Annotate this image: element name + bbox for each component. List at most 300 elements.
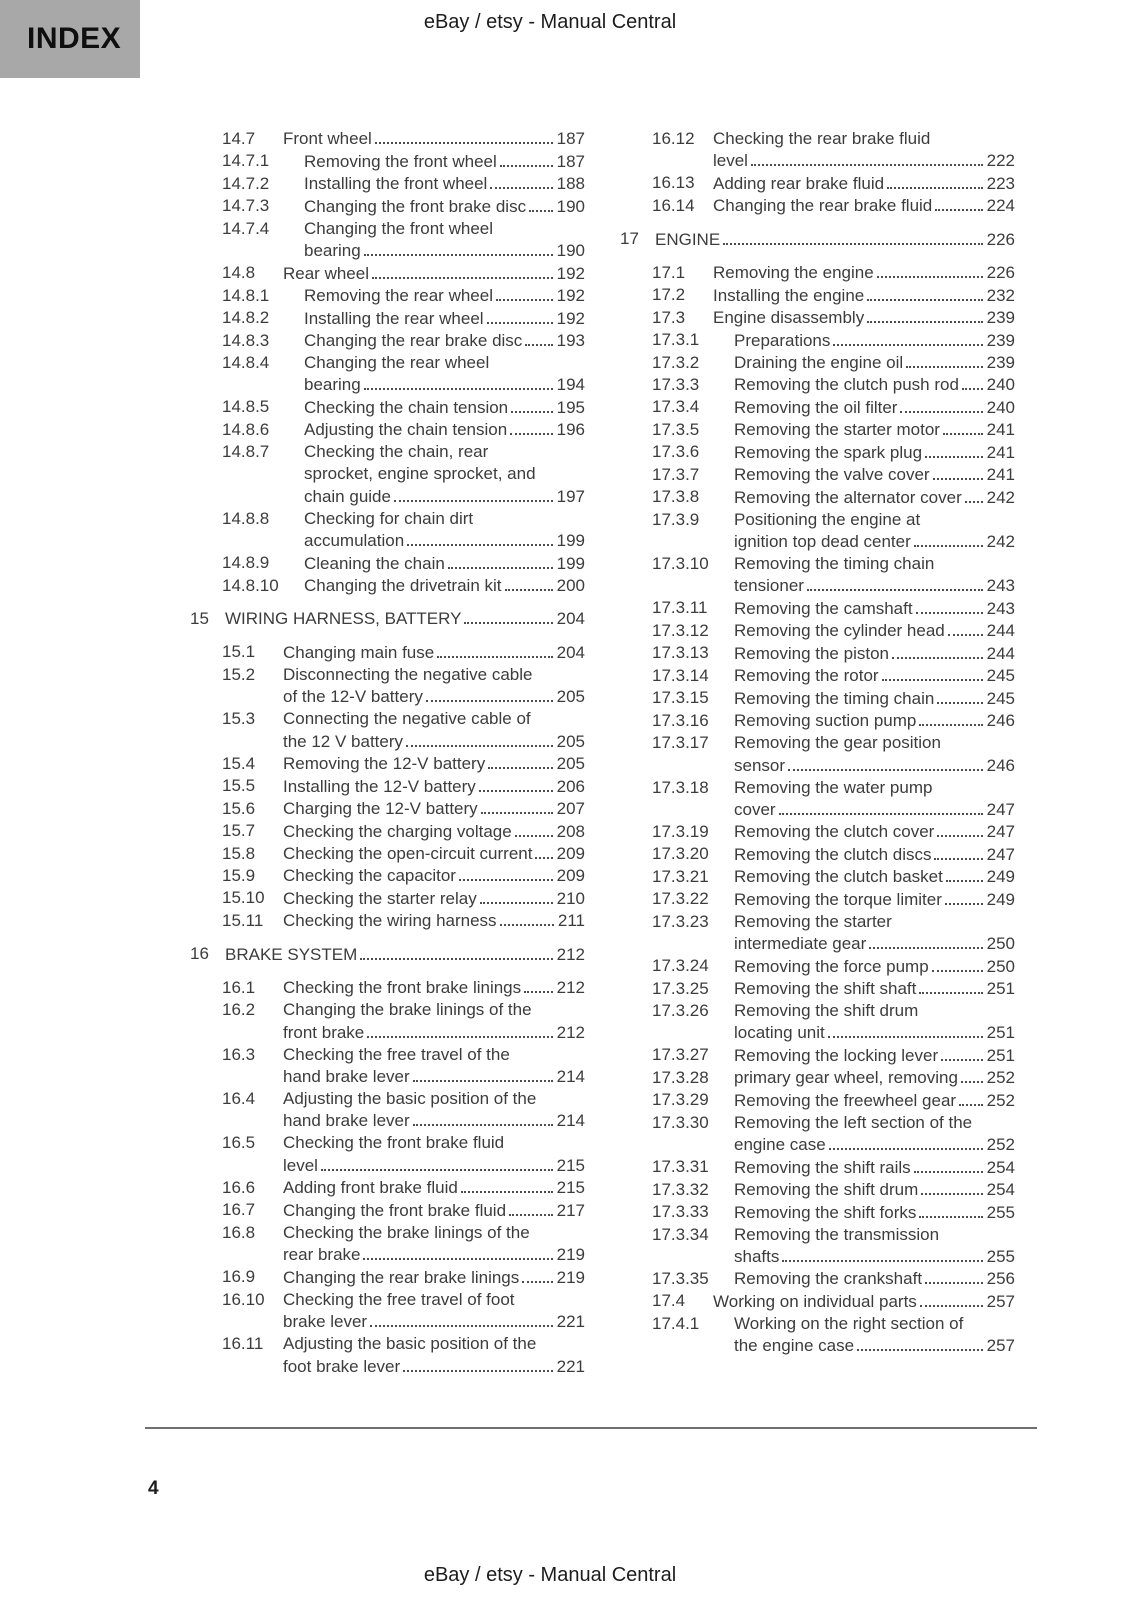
toc-entry [620, 597, 1015, 619]
toc-column-right [620, 128, 1015, 1378]
toc-entry [190, 664, 585, 708]
entry-page-number: 250 [986, 956, 1015, 976]
dot-leader [919, 978, 982, 994]
entry-title: Removing the engine [713, 263, 874, 283]
entry-body [304, 285, 585, 307]
toc-entry [620, 620, 1015, 642]
entry-page-number: 224 [986, 196, 1015, 216]
dot-leader [413, 1110, 553, 1126]
entry-body [713, 195, 1015, 217]
toc-entry [620, 172, 1015, 194]
entry-page-number: 196 [556, 420, 585, 440]
entry-body [283, 820, 585, 842]
dot-leader [406, 730, 553, 746]
entry-number: 16.2 [222, 1000, 256, 1020]
entry-page-number: 226 [986, 229, 1015, 249]
entry-body [734, 978, 1015, 1000]
entry-page-number: 212 [556, 1022, 585, 1042]
entry-number: 17.3.9 [652, 509, 700, 529]
dot-leader [932, 955, 983, 971]
entry-title-line: Checking the free travel of foot [283, 1289, 515, 1309]
entry-body [734, 1156, 1015, 1178]
toc-entry [190, 865, 585, 887]
page-header-title: eBay / etsy - Manual Central [423, 11, 677, 33]
dot-leader [448, 552, 553, 568]
entry-number: 14.8.5 [222, 397, 270, 417]
entry-title: Removing the spark plug [734, 442, 923, 462]
dot-leader [916, 597, 983, 613]
toc-entry [190, 285, 585, 307]
entry-page-number: 222 [986, 151, 1015, 171]
entry-body [713, 128, 1015, 172]
toc-entry [620, 195, 1015, 217]
entry-page-number: 200 [556, 576, 585, 595]
entry-page-number: 240 [986, 375, 1015, 395]
entry-number: 17.3.13 [652, 643, 709, 663]
footer-page-number: 4 [148, 1478, 159, 1499]
entry-body [734, 777, 1015, 821]
entry-body [734, 1224, 1015, 1268]
entry-number: 17.3.26 [652, 1001, 709, 1020]
entry-title: Removing the shift drum [734, 1180, 919, 1200]
entry-title: Changing the front brake disc [304, 196, 527, 216]
entry-title-line: Changing the front wheel [304, 218, 494, 238]
entry-page-number: 255 [986, 1246, 1015, 1266]
entry-number: 14.8.10 [222, 575, 279, 595]
dot-leader [782, 1246, 982, 1262]
entry-page-number: 192 [556, 263, 585, 283]
entry-number: 17.3.14 [652, 665, 709, 685]
entry-title: Removing the force pump [734, 956, 929, 976]
toc-entry [620, 1313, 1015, 1357]
entry-body [304, 195, 585, 217]
toc-entry [190, 775, 585, 797]
entry-body [283, 128, 585, 150]
entry-page-number: 242 [986, 487, 1015, 507]
entry-page-number: 204 [556, 642, 585, 662]
entry-page-number: 254 [986, 1180, 1015, 1200]
entry-body [304, 218, 585, 262]
entry-page-number: 254 [986, 1157, 1015, 1177]
entry-title: Charging the 12-V battery [283, 799, 478, 819]
entry-title: front brake [283, 1022, 365, 1042]
toc-entry [620, 1044, 1015, 1066]
entry-title: Checking the open-circuit current [283, 843, 533, 863]
entry-body [734, 1112, 1015, 1156]
entry-page-number: 241 [986, 442, 1015, 462]
dot-leader [965, 486, 983, 502]
dot-leader [321, 1154, 553, 1170]
entry-number: 16.11 [222, 1334, 264, 1354]
entry-page-number: 256 [986, 1269, 1015, 1289]
entry-body [734, 911, 1015, 955]
entry-page-number: 252 [986, 1068, 1015, 1088]
toc-entry [620, 1290, 1015, 1312]
dot-leader [525, 330, 552, 346]
entry-page-number: 192 [556, 286, 585, 306]
entry-body [713, 262, 1015, 284]
toc-entry [190, 1044, 585, 1088]
entry-number: 16.7 [222, 1200, 256, 1220]
entry-number: 17.3.8 [652, 487, 700, 507]
entry-body [734, 1268, 1015, 1290]
entry-page-number: 215 [556, 1178, 585, 1198]
entry-number: 14.8.1 [222, 285, 270, 305]
entry-body [283, 798, 585, 820]
entry-title: Removing the oil filter [734, 397, 898, 417]
dot-leader [919, 710, 982, 726]
entry-body [734, 687, 1015, 709]
entry-page-number: 250 [986, 934, 1015, 954]
toc-entry [190, 441, 585, 507]
toc-entry [190, 1266, 585, 1288]
entry-title: foot brake lever [283, 1356, 401, 1376]
entry-title: Removing the starter motor [734, 420, 940, 440]
toc-entry [620, 329, 1015, 351]
entry-title: Removing suction pump [734, 711, 917, 731]
entry-body [734, 710, 1015, 732]
dot-leader [524, 977, 552, 993]
entry-title-line: Removing the gear position [734, 733, 941, 753]
entry-number: 15 [190, 609, 209, 628]
dot-leader [962, 374, 983, 390]
entry-title-line: Checking the free travel of the [283, 1044, 510, 1064]
entry-number: 17.3.28 [652, 1067, 709, 1087]
entry-page-number: 205 [556, 731, 585, 751]
entry-page-number: 257 [986, 1291, 1015, 1311]
dot-leader [869, 933, 982, 949]
entry-title-line: Removing the transmission [734, 1224, 940, 1244]
entry-page-number: 239 [986, 330, 1015, 350]
entry-body [283, 708, 585, 752]
entry-page-number: 206 [556, 776, 585, 796]
toc-entry [190, 753, 585, 775]
entry-body [304, 396, 585, 418]
entry-body [734, 1313, 1015, 1357]
entry-title: Removing the freewheel gear [734, 1090, 957, 1110]
entry-number: 16.4 [222, 1089, 256, 1108]
dot-leader [461, 1177, 553, 1193]
entry-number: 17.4.1 [652, 1313, 700, 1333]
dot-leader [892, 642, 983, 658]
toc-entry [620, 978, 1015, 1000]
entry-title: Removing the crankshaft [734, 1269, 923, 1289]
entry-body [734, 732, 1015, 776]
toc-entry [620, 911, 1015, 955]
entry-number: 14.8.8 [222, 508, 270, 528]
toc-entry [190, 307, 585, 329]
entry-title: shafts [734, 1246, 780, 1266]
entry-page-number: 217 [556, 1200, 585, 1220]
entry-title: Removing the valve cover [734, 465, 930, 485]
entry-number: 17.3.16 [652, 710, 709, 730]
entry-page-number: 246 [986, 755, 1015, 775]
entry-number: 17.3.7 [652, 464, 700, 484]
entry-title-line: Removing the left section of the [734, 1112, 973, 1132]
dot-leader [943, 419, 983, 435]
entry-page-number: 239 [986, 352, 1015, 372]
entry-body [734, 1089, 1015, 1111]
dot-leader [480, 887, 553, 903]
entry-number: 15.6 [222, 798, 256, 818]
toc-entry [190, 195, 585, 217]
toc-entry [190, 943, 585, 965]
entry-number: 17 [620, 229, 639, 249]
entry-page-number: 205 [556, 754, 585, 774]
toc-entry [620, 955, 1015, 977]
entry-number: 17.3.35 [652, 1268, 709, 1288]
dot-leader [914, 531, 983, 547]
entry-page-number: 208 [556, 821, 585, 841]
entry-title-line: Checking the rear brake fluid [713, 129, 931, 148]
entry-body [304, 330, 585, 352]
entry-title-line: Disconnecting the negative cable [283, 664, 533, 684]
entry-body [304, 352, 585, 396]
entry-body [304, 508, 585, 552]
entry-number: 17.1 [652, 262, 686, 282]
toc-entry [620, 1089, 1015, 1111]
entry-number: 17.2 [652, 285, 686, 305]
entry-title: of the 12-V battery [283, 687, 423, 707]
toc-entry [190, 820, 585, 842]
dot-leader [914, 1156, 983, 1172]
dot-leader [515, 820, 553, 836]
entry-title: hand brake lever [283, 1111, 410, 1131]
toc-entry [620, 509, 1015, 553]
toc-entry [620, 1179, 1015, 1201]
entry-body [734, 1201, 1015, 1223]
entry-page-number: 241 [986, 420, 1015, 440]
toc-entry [620, 1201, 1015, 1223]
entry-body [734, 1044, 1015, 1066]
entry-title: Installing the 12-V battery [283, 776, 476, 796]
entry-page-number: 197 [556, 486, 585, 506]
entry-title: ENGINE [655, 229, 721, 249]
dot-leader [407, 530, 552, 546]
entry-body [283, 664, 585, 708]
entry-body [734, 955, 1015, 977]
entry-body [304, 150, 585, 172]
toc-entry [620, 464, 1015, 486]
dot-leader [935, 195, 982, 211]
toc-entry [620, 128, 1015, 172]
entry-body [283, 1266, 585, 1288]
entry-title: Removing the 12-V battery [283, 754, 486, 774]
entry-title: Changing the rear brake linings [283, 1267, 520, 1287]
entry-body [283, 910, 585, 932]
entry-number: 16.1 [222, 977, 256, 997]
entry-page-number: 252 [986, 1090, 1015, 1110]
entry-body [283, 775, 585, 797]
toc-entry [620, 821, 1015, 843]
entry-number: 15.4 [222, 753, 256, 773]
dot-leader [919, 1201, 982, 1217]
entry-number: 17.3 [652, 307, 686, 327]
entry-page-number: 187 [556, 151, 585, 171]
entry-page-number: 244 [986, 643, 1015, 663]
entry-body [713, 1290, 1015, 1312]
entry-title-line: Removing the water pump [734, 777, 933, 797]
entry-body [734, 843, 1015, 865]
entry-body [734, 464, 1015, 486]
entry-number: 14.8.2 [222, 308, 270, 328]
dot-leader [961, 1067, 983, 1083]
entry-title: Changing the rear brake fluid [713, 196, 933, 216]
entry-number: 16.5 [222, 1133, 256, 1153]
entry-title: Removing the clutch push rod [734, 375, 959, 395]
entry-title: Checking the capacitor [283, 866, 456, 886]
entry-number: 17.3.20 [652, 844, 709, 864]
dot-leader [807, 575, 983, 591]
entry-title: Removing the timing chain [734, 688, 935, 708]
entry-number: 14.7.4 [222, 218, 270, 238]
toc-entry [620, 1224, 1015, 1268]
toc-entry [190, 1333, 585, 1377]
toc-entry [190, 1088, 585, 1132]
entry-body [713, 172, 1015, 194]
entry-number: 17.3.15 [652, 688, 709, 708]
entry-body [283, 977, 585, 999]
entry-title: Removing the piston [734, 643, 889, 663]
entry-title: Adding rear brake fluid [713, 173, 885, 193]
entry-page-number: 252 [986, 1135, 1015, 1155]
dot-leader [364, 240, 553, 256]
entry-title: Adjusting the chain tension [304, 420, 508, 440]
entry-number: 15.3 [222, 709, 256, 729]
entry-number: 16.8 [222, 1222, 256, 1242]
dot-leader [948, 620, 983, 636]
dot-leader [867, 284, 982, 300]
entry-title: Changing the drivetrain kit [304, 576, 502, 595]
entry-number: 17.3.33 [652, 1202, 709, 1222]
dot-leader [481, 798, 553, 814]
toc-entry [620, 374, 1015, 396]
entry-title: Removing the clutch discs [734, 844, 932, 864]
entry-number: 17.3.23 [652, 911, 709, 931]
toc-entry [620, 732, 1015, 776]
entry-title: Removing the clutch cover [734, 822, 935, 842]
entry-title: bearing [304, 375, 361, 395]
entry-title-line: Removing the shift drum [734, 1001, 919, 1020]
toc-entry [190, 843, 585, 865]
dot-leader [751, 150, 983, 166]
toc-entry [620, 866, 1015, 888]
index-label: INDEX [27, 22, 122, 55]
entry-title: Adding front brake fluid [283, 1178, 458, 1198]
entry-page-number: 232 [986, 285, 1015, 305]
entry-page-number: 199 [556, 553, 585, 573]
entry-number: 15.7 [222, 821, 256, 841]
entry-title: engine case [734, 1135, 826, 1155]
entry-body [734, 509, 1015, 553]
entry-body [734, 821, 1015, 843]
dot-leader [925, 441, 983, 457]
entry-page-number: 242 [986, 532, 1015, 551]
entry-page-number: 210 [556, 888, 585, 908]
dot-leader [941, 1044, 983, 1060]
dot-leader [788, 754, 983, 770]
dot-leader [900, 396, 982, 412]
entry-title-line: Connecting the negative cable of [283, 709, 531, 729]
entry-page-number: 188 [556, 174, 585, 194]
entry-page-number: 243 [986, 576, 1015, 596]
entry-page-number: 219 [556, 1267, 585, 1287]
footer-title: eBay / etsy - Manual Central [423, 1564, 677, 1586]
entry-title: Engine disassembly [713, 308, 865, 328]
entry-body [283, 1132, 585, 1176]
entry-number: 14.7.3 [222, 196, 270, 216]
entry-body [734, 396, 1015, 418]
entry-body [304, 552, 585, 574]
dot-leader [459, 865, 553, 881]
entry-title: level [283, 1155, 318, 1175]
entry-page-number: 192 [556, 308, 585, 328]
entry-body [713, 284, 1015, 306]
entry-body [283, 1222, 585, 1266]
entry-page-number: 215 [556, 1155, 585, 1175]
entry-title: Rear wheel [283, 263, 369, 283]
dot-leader [937, 687, 982, 703]
toc-entry [620, 843, 1015, 865]
entry-number: 14.7 [222, 129, 256, 148]
toc-entry [620, 553, 1015, 597]
entry-title: Removing the alternator cover [734, 487, 962, 507]
toc-entry [190, 262, 585, 284]
entry-number: 17.3.29 [652, 1090, 709, 1110]
toc-entry [620, 419, 1015, 441]
entry-title: brake lever [283, 1312, 368, 1332]
dot-leader [925, 1268, 983, 1284]
toc-entry [620, 888, 1015, 910]
entry-title: bearing [304, 241, 361, 261]
entry-body [283, 1333, 585, 1377]
entry-body [225, 608, 585, 630]
dot-leader [360, 943, 552, 959]
dot-leader [529, 195, 553, 211]
entry-title: Removing the shift rails [734, 1157, 911, 1177]
entry-body [304, 575, 585, 597]
entry-title: Removing the shift forks [734, 1202, 917, 1222]
toc-entry [620, 1268, 1015, 1290]
entry-title-line: Removing the timing chain [734, 554, 935, 573]
dot-leader [364, 374, 553, 390]
dot-leader [370, 1311, 553, 1327]
entry-body [734, 441, 1015, 463]
entry-body [734, 1000, 1015, 1044]
dot-leader [372, 262, 553, 278]
dot-leader [920, 1290, 983, 1306]
toc-entry [620, 352, 1015, 374]
entry-title: BRAKE SYSTEM [225, 944, 358, 964]
entry-number: 15.11 [222, 910, 264, 930]
entry-body [283, 1177, 585, 1199]
toc-entry [620, 396, 1015, 418]
entry-title: tensioner [734, 576, 804, 596]
entry-body [734, 419, 1015, 441]
toc-entry [190, 396, 585, 418]
entry-body [713, 307, 1015, 329]
entry-title: Draining the engine oil [734, 352, 904, 372]
dot-leader [828, 1022, 983, 1038]
toc-entry [620, 710, 1015, 732]
entry-body [734, 1067, 1015, 1089]
entry-number: 16.13 [652, 173, 695, 193]
toc-entry [620, 486, 1015, 508]
entry-page-number: 247 [986, 844, 1015, 864]
entry-title: Removing the cylinder head [734, 621, 945, 641]
entry-title: Removing the locking lever [734, 1045, 939, 1065]
dot-leader [375, 128, 553, 144]
